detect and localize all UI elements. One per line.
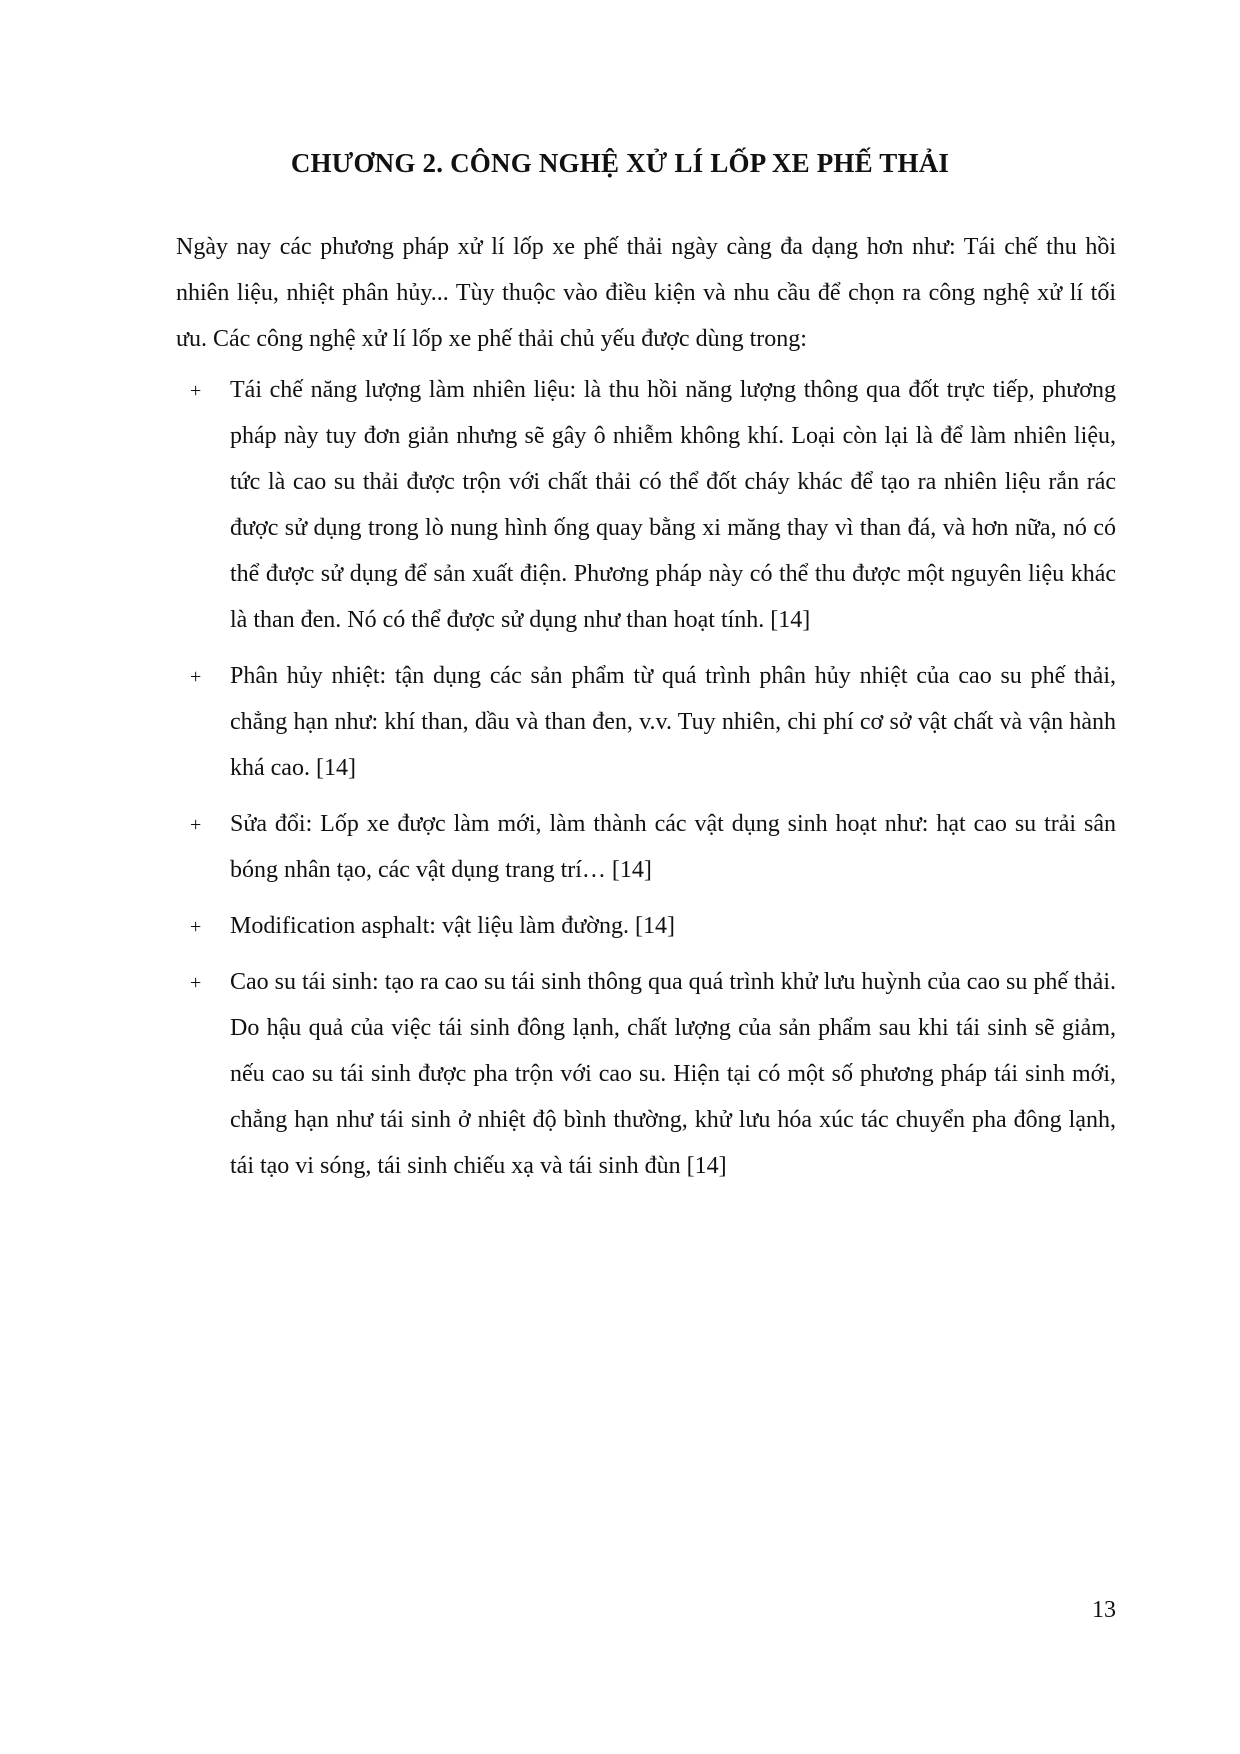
list-item-text: Cao su tái sinh: tạo ra cao su tái sinh thông qua quá trình khử lưu huỳnh của cao su phế thải. Do hậu quả của việc tái sinh đông lạnh, chất lượng của sản phẩm sau khi tái sinh sẽ giảm, nếu cao su tái sinh được pha trộn với cao su. Hiện tại có một số phương pháp tái sinh mới, chẳng hạn như tái sinh ở nhiệt độ bình thường, khử lưu hóa xúc tác chuyển pha đông lạnh, tái tạo vi sóng, tái sinh chiếu xạ và tái sinh đùn [14] <box>230 969 1116 1179</box>
plus-bullet-icon: + <box>190 916 202 938</box>
list-item <box>176 959 1116 1189</box>
list-item <box>176 801 1116 893</box>
plus-bullet-icon: + <box>190 814 202 836</box>
plus-bullet-icon: + <box>190 380 202 402</box>
method-list <box>176 367 1116 1199</box>
list-item-text: Sửa đổi: Lốp xe được làm mới, làm thành các vật dụng sinh hoạt như: hạt cao su trải sân bóng nhân tạo, các vật dụng trang trí… [14] <box>230 811 1116 883</box>
intro-paragraph: Ngày nay các phương pháp xử lí lốp xe phế thải ngày càng đa dạng hơn như: Tái chế thu hồi nhiên liệu, nhiệt phân hủy... Tùy thuộc vào điều kiện và nhu cầu để chọn ra công nghệ xử lí tối ưu. Các công nghệ xử lí lốp xe phế thải chủ yếu được dùng trong: <box>176 234 1116 352</box>
list-item-text: Phân hủy nhiệt: tận dụng các sản phẩm từ quá trình phân hủy nhiệt của cao su phế thải, chẳng hạn như: khí than, dầu và than đen, v.v. Tuy nhiên, chi phí cơ sở vật chất và vận hành khá cao. [14] <box>230 663 1116 781</box>
plus-bullet-icon: + <box>190 972 202 994</box>
list-item <box>176 367 1116 643</box>
list-item-text: Tái chế năng lượng làm nhiên liệu: là thu hồi năng lượng thông qua đốt trực tiếp, phương pháp này tuy đơn giản nhưng sẽ gây ô nhiễm không khí. Loại còn lại là để làm nhiên liệu, tức là cao su thải được trộn với chất thải có thể đốt cháy khác để tạo ra nhiên liệu rắn rác được sử dụng trong lò nung hình ống quay bằng xi măng thay vì than đá, và hơn nữa, nó có thể được sử dụng để sản xuất điện. Phương pháp này có thể thu được một nguyên liệu khác là than đen. Nó có thể được sử dụng như than hoạt tính. [14] <box>230 377 1116 633</box>
page-number: 13 <box>1092 1597 1116 1623</box>
list-item <box>176 653 1116 791</box>
list-item-text: Modification asphalt: vật liệu làm đường. [14] <box>230 913 675 939</box>
list-item <box>176 903 1116 949</box>
plus-bullet-icon: + <box>190 666 202 688</box>
chapter-title: CHƯƠNG 2. CÔNG NGHỆ XỬ LÍ LỐP XE PHẾ THẢI <box>290 148 950 178</box>
